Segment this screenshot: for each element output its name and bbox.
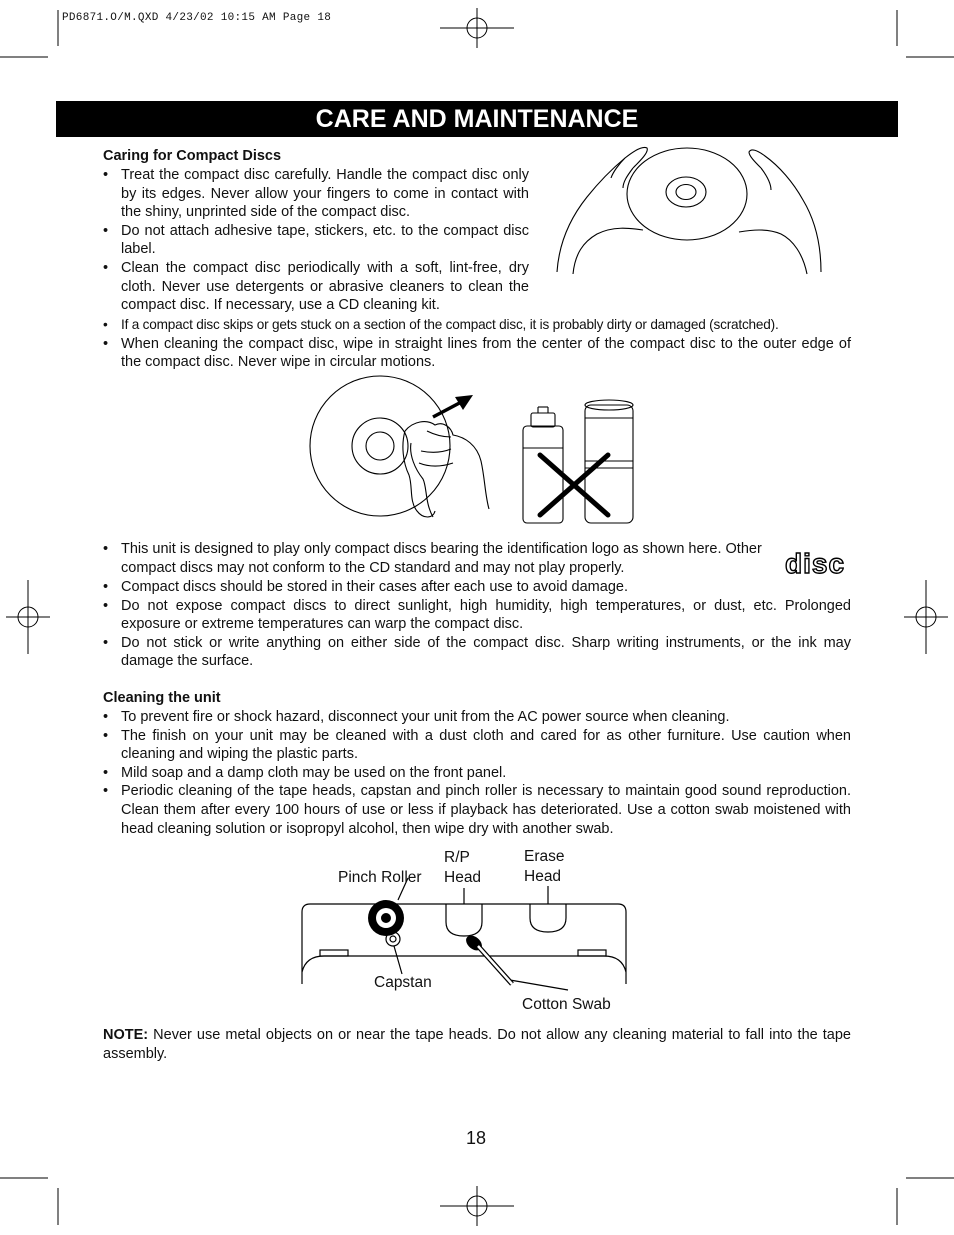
disc-list-top [102,166,529,315]
list-item: • Do not attach adhesive tape, stickers, etc. to the compact disc label. [102,222,529,259]
file-slug: PD6871.O/M.QXD 4/23/02 10:15 AM Page 18 [62,12,332,24]
list-item: • Clean the compact disc periodically with a soft, lint-free, dry cloth. Never use detergents or abrasive cleaners to clean the compact disc. If necessary, use a CD cleaning kit. [102,259,529,315]
list-item: • Do not expose compact discs to direct sunlight, high humidity, high temperatures, or dust, etc. Prolonged exposure or extreme temperatures can warp the compact disc. [102,597,851,634]
note-text: Never use metal objects on or near the tape heads. Do not allow any cleaning material to fall into the tape assembly. [103,1027,851,1062]
label-cotton-swab: Cotton Swab [522,996,611,1013]
list-item: • If a compact disc skips or gets stuck on a section of the compact disc, it is probably dirty or damaged (scratched). [102,316,851,335]
label-pinch-roller: Pinch Roller [338,869,422,886]
page-number: 18 [466,1128,487,1148]
note-paragraph [103,1026,851,1063]
label-erase-head: Erase Head [524,848,565,885]
label-rp-head: R/P Head [444,849,482,886]
disc-list-more [102,578,851,671]
section-heading-discs: Caring for Compact Discs [103,148,282,164]
disc-logo-text: disc [784,548,846,579]
list-item: • Treat the compact disc carefully. Handle the compact disc only by its edges. Never allow your fingers to come in contact with the shiny, unprinted side of the compact disc. [102,166,529,222]
section-heading-unit: Cleaning the unit [103,690,221,706]
list-item: • When cleaning the compact disc, wipe in straight lines from the center of the compact disc to the outer edge of the compact disc. Never wipe in circular motions. [102,335,851,372]
note-label: NOTE: [103,1027,149,1043]
compact-disc-logo-icon [780,542,850,578]
list-item: • To prevent fire or shock hazard, disconnect your unit from the AC power source when cleaning. [102,708,851,727]
hands-holding-disc-illustration [553,142,833,277]
list-item: • Periodic cleaning of the tape heads, capstan and pinch roller is necessary to maintain good sound reproduction. Clean them after every 100 hours of use or less if playback has deteriorated. Use a cotton swab moistened with head cleaning solution or isopropyl alcohol, then wipe dry with another swab. [102,782,851,838]
logo-list-item: • This unit is designed to play only compact discs bearing the identification logo as shown here. Other compact discs may not conform to the CD standard and may not play properly. [103,541,762,576]
unit-list [102,708,851,838]
list-item: • The finish on your unit may be cleaned with a dust cloth and cared for as other furniture. Use caution when cleaning and wiping the plastic parts. [102,727,851,764]
page-title: CARE AND MAINTENANCE [56,101,898,137]
disc-list-wide [102,316,851,372]
list-item: • Mild soap and a damp cloth may be used on the front panel. [102,764,851,783]
tape-head-diagram [298,898,633,1008]
label-capstan: Capstan [374,974,432,991]
list-item: • Do not stick or write anything on either side of the compact disc. Sharp writing instruments, or the ink may damage the surface. [102,634,851,671]
list-item: • Compact discs should be stored in their cases after each use to avoid damage. [102,578,851,597]
disc-wiping-illustration [305,383,640,528]
